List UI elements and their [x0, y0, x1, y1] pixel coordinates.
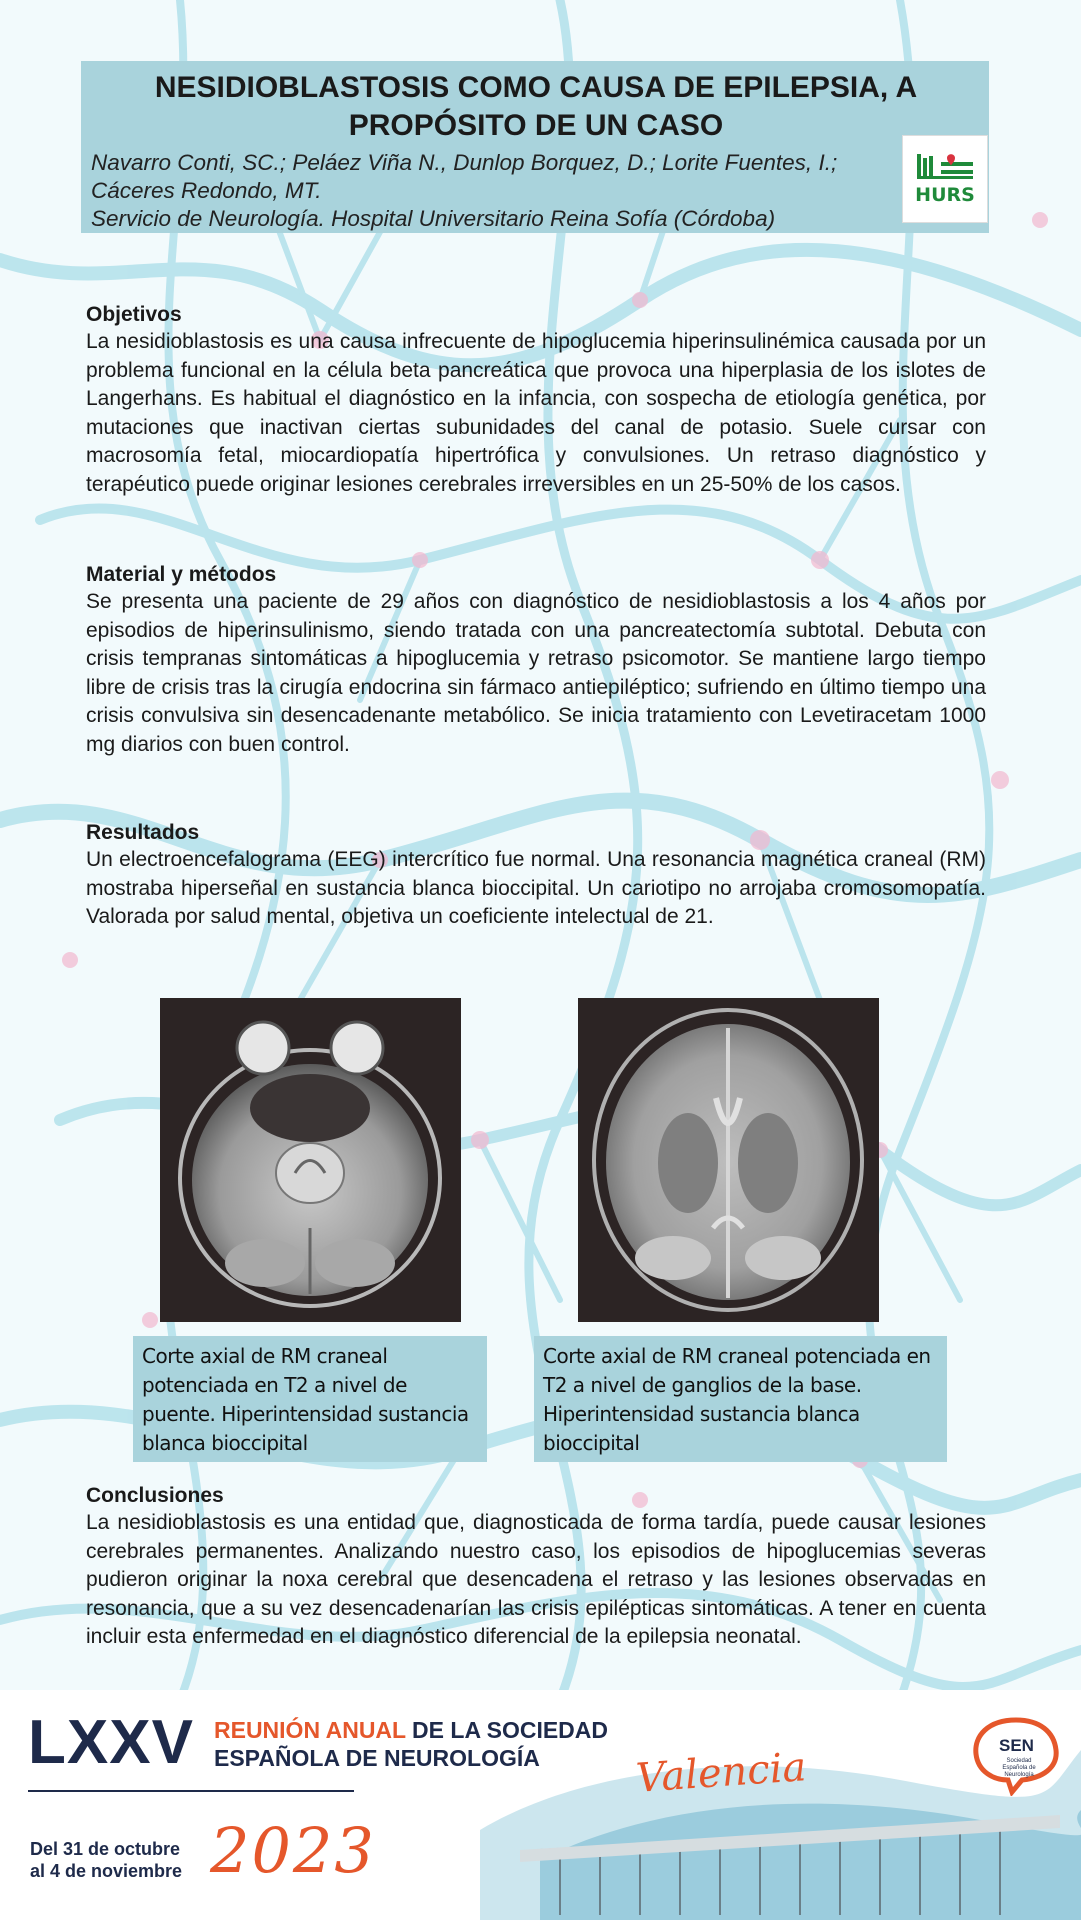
mri-image-pons: [160, 998, 461, 1322]
sen-logo-label: SEN: [999, 1736, 1034, 1755]
authors-block: [91, 149, 891, 233]
banner-title-line-1: [214, 1716, 608, 1744]
section-text: Un electroencefalograma (EEG) intercrítico fue normal. Una resonancia magnética craneal (RM) mostraba hiperseñal en sustancia blanca bioccipital. Un cariotipo no arrojaba cromosomopatía. Valorada por salud mental, objetiva un coeficiente intelectual de 21.: [86, 848, 986, 929]
section-heading: Objetivos: [86, 303, 182, 326]
section-heading: Material y métodos: [86, 563, 277, 586]
affiliation: Servicio de Neurología. Hospital Universitario Reina Sofía (Córdoba): [91, 206, 776, 231]
hurs-logo: [902, 135, 988, 223]
authors-line-1: Navarro Conti, SC.; Peláez Viña N., Dunlop Borquez, D.; Lorite Fuentes, I.;: [91, 150, 838, 175]
poster-header: [81, 61, 989, 233]
hospital-logo-icon: [903, 136, 987, 186]
logo-text: HURS: [915, 184, 975, 206]
section-heading: Resultados: [86, 821, 200, 844]
banner-title-highlight: REUNIÓN ANUAL: [214, 1717, 406, 1743]
dates-line-2: al 4 de noviembre: [30, 1861, 183, 1881]
section-text: La nesidioblastosis es una entidad que, diagnosticada de forma tardía, puede causar lesiones cerebrales permanentes. Analizando nuestro caso, los episodios de hipoglucemias severas pudieron originar la noxa cerebral que desencadena el retraso y las lesiones observadas en resonancia, que a su vez desencadenarían las crisis epilépticas sintomáticas. A tener en cuenta incluir esta enfermedad en el diagnóstico diferencial de la epilepsia neonatal.: [86, 1511, 986, 1649]
congress-banner: [0, 1690, 1081, 1920]
section-text: Se presenta una paciente de 29 años con diagnóstico de nesidioblastosis a los 4 años por episodios de hiperinsulinismo, siendo tratada con una pancreatectomía subtotal. Debuta con crisis tempranas sintomáticas a hipoglucemia y retraso psicomotor. Se mantiene largo tiempo libre de crisis tras la cirugía endocrina sin fármaco antiepiléptico; sufriendo en último tiempo una crisis convulsiva sin desencadenante metabólico. Se inicia tratamiento con Levetiracetam 1000 mg diarios con buen control.: [86, 590, 986, 756]
sen-logo-subtitle: Sociedad Española de Neurología: [1002, 1758, 1036, 1778]
edition-number: LXXV: [28, 1708, 194, 1777]
caption-left: Corte axial de RM craneal potenciada en T2 a nivel de puente. Hiperintensidad sustancia blanca bioccipital: [133, 1336, 487, 1462]
section-objetivos: [86, 302, 986, 500]
banner-divider: [28, 1790, 354, 1792]
section-conclusiones: [86, 1483, 986, 1652]
section-text: La nesidioblastosis es una causa infrecuente de hipoglucemia hiperinsulinémica causada por un problema funcional en la célula beta pancreática que provoca una hiperplasia de los islotes de Langerhans. Es habitual el diagnóstico en la infancia, con sospecha de etiología genética, por mutaciones que inactivan ciertas subunidades del canal de potasio. Suele cursar con macrosomía fetal, miocardiopatía hipertrófica y convulsiones. Un retraso diagnóstico y terapéutico puede originar lesiones cerebrales irreversibles en un 25-50% de los casos.: [86, 330, 986, 496]
dates-line-1: Del 31 de octubre: [30, 1839, 181, 1859]
authors-line-2: Cáceres Redondo, MT.: [91, 178, 322, 203]
poster-title: [91, 69, 981, 145]
title-line-2: PROPÓSITO DE UN CASO: [348, 109, 724, 142]
banner-title-rest: DE LA SOCIEDAD: [405, 1717, 608, 1743]
title-line-1: NESIDIOBLASTOSIS COMO CAUSA DE EPILEPSIA, A: [154, 71, 918, 104]
mri-image-basal-ganglia: [578, 998, 879, 1322]
section-resultados: [86, 820, 986, 932]
section-heading: Conclusiones: [86, 1484, 224, 1507]
banner-dates: [30, 1838, 182, 1882]
banner-year: 2023: [210, 1814, 376, 1887]
caption-right: Corte axial de RM craneal potenciada en T2 a nivel de ganglios de la base. Hiperintensidad sustancia blanca bioccipital: [534, 1336, 947, 1462]
banner-title-line-2: ESPAÑOLA DE NEUROLOGÍA: [214, 1745, 540, 1771]
section-material: [86, 562, 986, 760]
banner-city: Valencia: [634, 1744, 808, 1802]
